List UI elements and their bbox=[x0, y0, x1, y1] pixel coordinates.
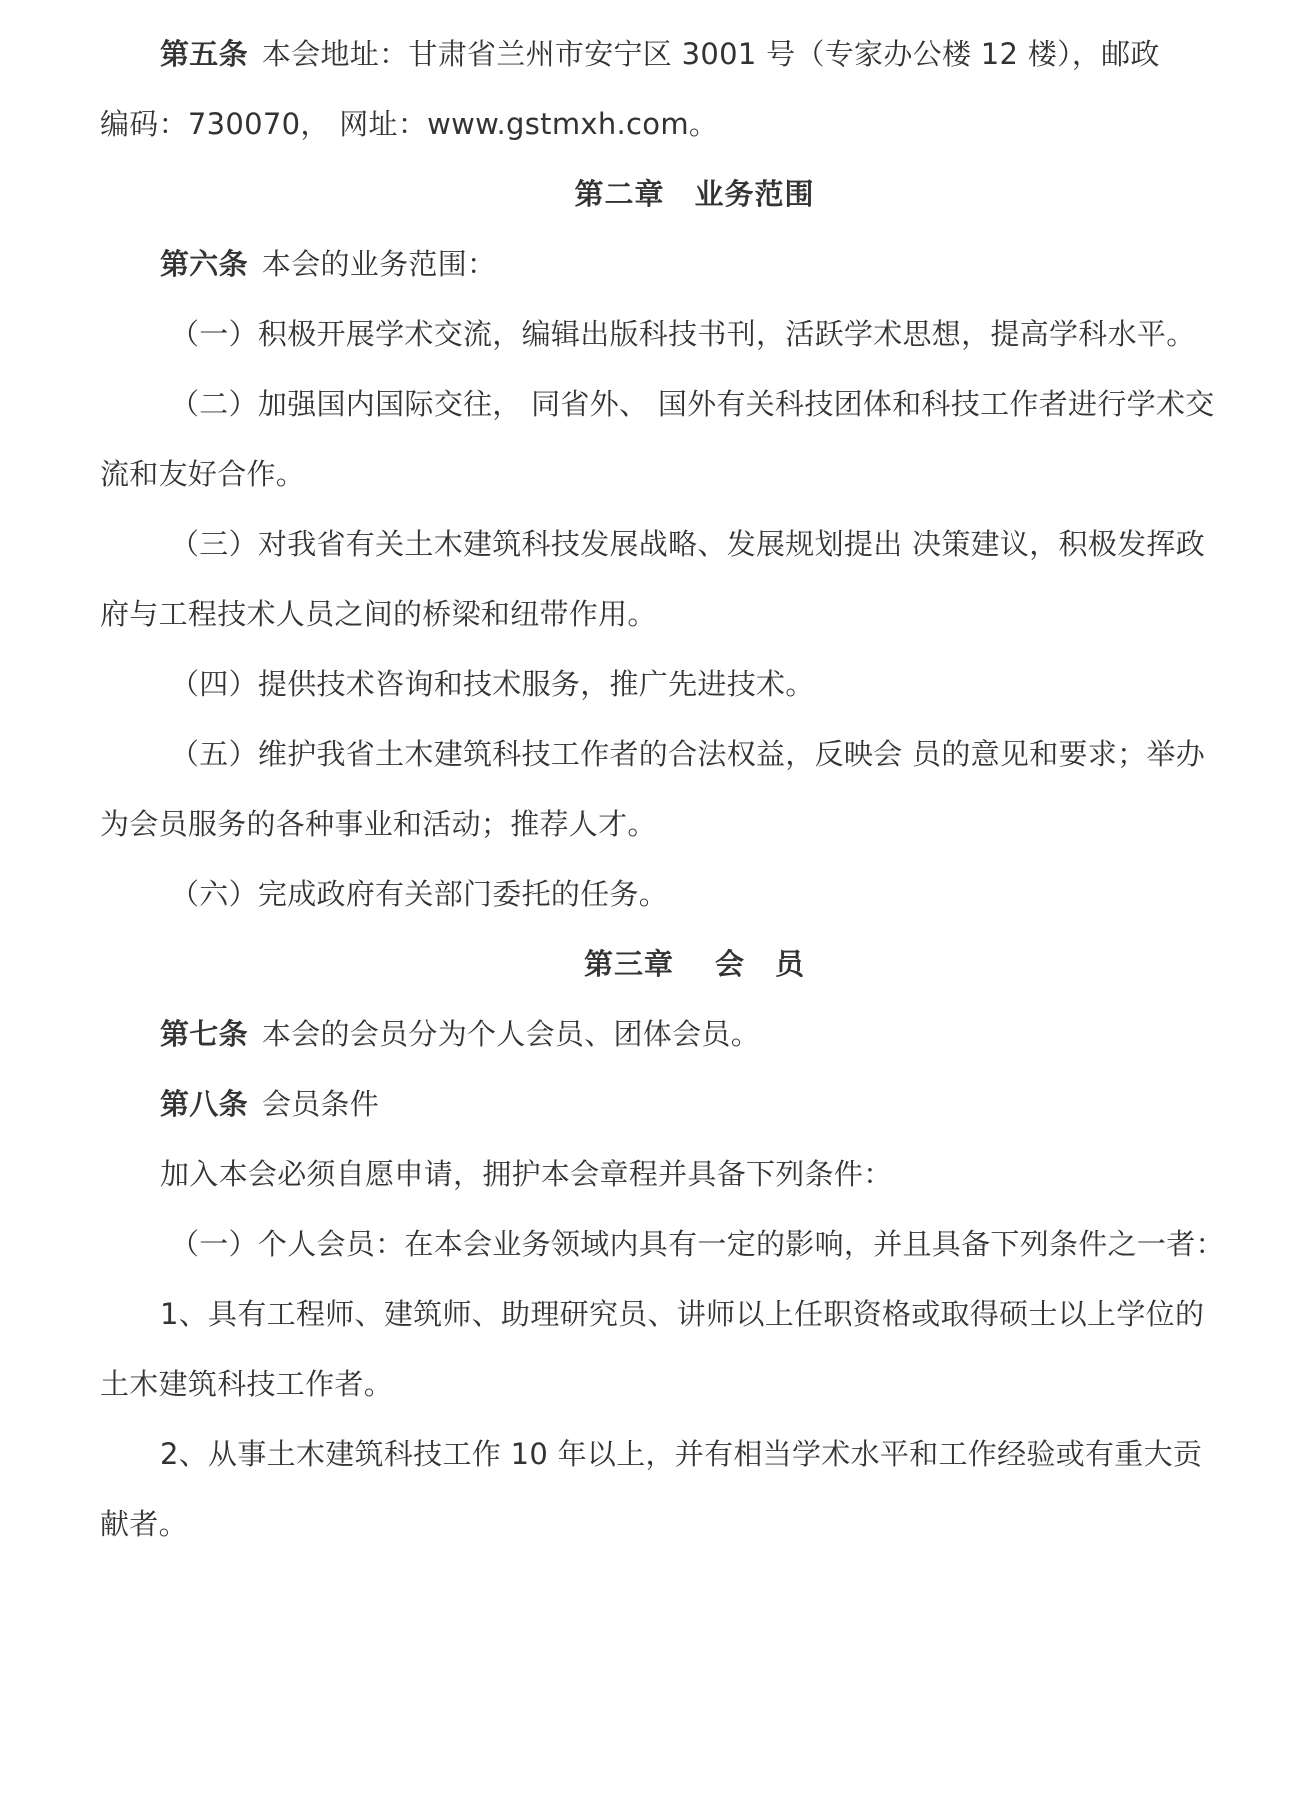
scope-item-2-line-1: （二）加强国内国际交往， 同省外、 国外有关科技团体和科技工作者进行学术交 bbox=[170, 387, 1215, 421]
condition-1-line-1: 1、具有工程师、建筑师、助理研究员、讲师以上任职资格或取得硕士以上学位的 bbox=[160, 1297, 1205, 1331]
article-8-line bbox=[160, 1084, 1210, 1124]
scope-item-2-line-2: 流和友好合作。 bbox=[100, 457, 306, 491]
condition-1-line-2: 土木建筑科技工作者。 bbox=[100, 1367, 394, 1401]
scope-item-3-line-2: 府与工程技术人员之间的桥梁和纽带作用。 bbox=[100, 597, 657, 631]
chapter-3-heading: 第三章 会 员 bbox=[583, 947, 806, 981]
condition-2-line-1: 2、从事土木建筑科技工作 10 年以上，并有相当学术水平和工作经验或有重大贡 bbox=[160, 1437, 1203, 1471]
article-5-line-2: 编码：730070， 网址：www.gstmxh.com。 bbox=[100, 107, 719, 141]
condition-2-line-2: 献者。 bbox=[100, 1507, 188, 1541]
article-5-line-1 bbox=[160, 34, 1210, 74]
scope-item-1: （一）积极开展学术交流，编辑出版科技书刊，活跃学术思想，提高学科水平。 bbox=[170, 317, 1196, 351]
scope-item-4: （四）提供技术咨询和技术服务，推广先进技术。 bbox=[170, 667, 815, 701]
article-7-text: 本会的会员分为个人会员、团体会员。 bbox=[261, 1017, 761, 1051]
scope-item-6: （六）完成政府有关部门委托的任务。 bbox=[170, 877, 669, 911]
article-8-intro: 加入本会必须自愿申请，拥护本会章程并具备下列条件： bbox=[160, 1157, 893, 1191]
article-8-label: 第八条 bbox=[160, 1087, 248, 1121]
article-5-label: 第五条 bbox=[160, 37, 248, 71]
article-7-line bbox=[160, 1014, 1210, 1054]
scope-item-3-line-1: （三）对我省有关土木建筑科技发展战略、发展规划提出 决策建议，积极发挥政 bbox=[170, 527, 1206, 561]
article-6-label: 第六条 bbox=[160, 247, 248, 281]
chapter-2-heading: 第二章 业务范围 bbox=[574, 177, 815, 211]
article-8-text: 会员条件 bbox=[261, 1087, 380, 1121]
article-6-text: 本会的业务范围： bbox=[261, 247, 497, 281]
scope-item-5-line-1: （五）维护我省土木建筑科技工作者的合法权益，反映会 员的意见和要求；举办 bbox=[170, 737, 1206, 771]
article-5-text: 本会地址：甘肃省兰州市安宁区 3001 号（专家办公楼 12 楼），邮政 bbox=[261, 37, 1160, 71]
scope-item-5-line-2: 为会员服务的各种事业和活动；推荐人才。 bbox=[100, 807, 657, 841]
individual-member-line: （一）个人会员：在本会业务领域内具有一定的影响，并且具备下列条件之一者： bbox=[170, 1227, 1225, 1261]
article-6-line bbox=[160, 244, 1210, 284]
article-7-label: 第七条 bbox=[160, 1017, 248, 1051]
